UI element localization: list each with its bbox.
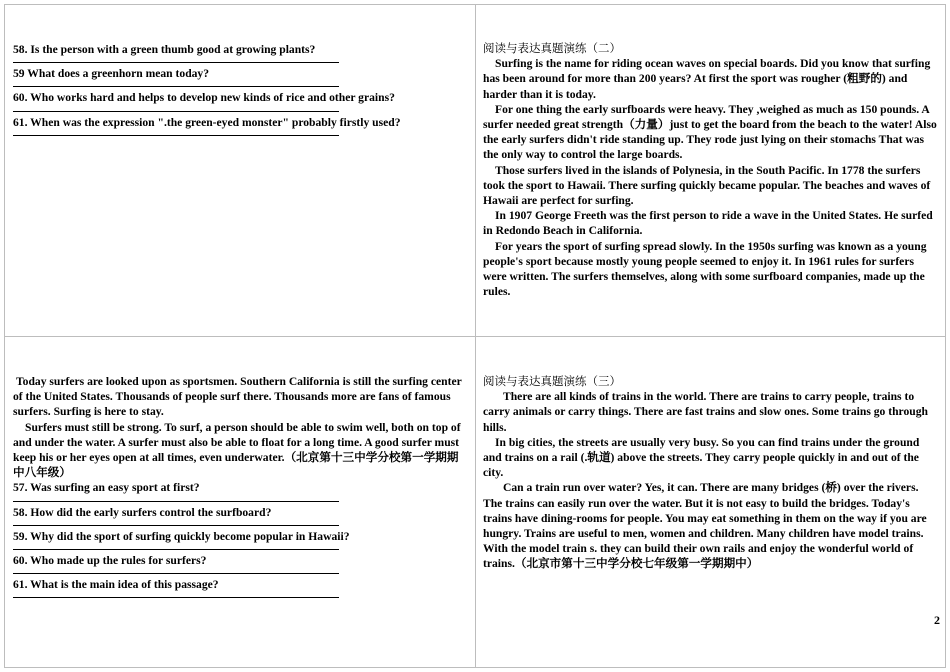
paragraph: There are all kinds of trains in the world. There are trains to carry people, trains to carry animals or carry things. There are fast trains and slow ones. Some trains go through hills. (483, 390, 928, 434)
question-58: 58. Is the person with a green thumb good at growing plants? (13, 43, 316, 56)
question-61: 61. When was the expression ".the green-eyed monster" probably firstly used? (13, 115, 401, 129)
question-61: 61. What is the main idea of this passage? (13, 578, 219, 592)
answer-line[interactable] (13, 85, 339, 87)
paragraph: In big cities, the streets are usually very busy. So you can find trains under the ground and trains on a rail (.轨道) above the streets. They carry people quickly in and out of the city. (483, 435, 920, 480)
question-59: 59 What does a greenhorn mean today? (13, 67, 210, 81)
paragraph: Surfing is the name for riding ocean waves on special boards. Did you know that surfing has been around for more than 200 years? At first the sport was rougher (粗野的) and harder than it is today. (483, 57, 931, 101)
passage-title: 阅读与表达真题演练（二） (483, 41, 621, 55)
answer-line[interactable] (13, 548, 339, 550)
answer-line[interactable] (13, 110, 339, 112)
question-60: 60. Who works hard and helps to develop new kinds of rice and other grains? (13, 91, 395, 105)
question-57: 57. Was surfing an easy sport at first? (13, 481, 200, 495)
question-58: 58. How did the early surfers control the surfboard? (13, 505, 272, 519)
answer-line[interactable] (13, 500, 339, 502)
top-right-passage (483, 41, 939, 333)
paragraph: Surfers must still be strong. To surf, a person should be able to swim well, both on top of and under the water. A surfer must also be able to float for a long time. A good surfer must keep his or her eyes open at all times, even underwater.（北京第十三中学分校第一学期期中八年级） (13, 420, 461, 480)
answer-line[interactable] (13, 524, 339, 526)
answer-line[interactable] (13, 596, 339, 598)
paragraph: Today surfers are looked upon as sportsmen. Southern California is still the surfing center of the United States. Thousands of people surf there. Thousands more are fans of famous surfers. Surfing is here to stay. (13, 375, 462, 419)
paragraph: In 1907 George Freeth was the first person to ride a wave in the United States. He surfed in Redondo Beach in California. (483, 209, 933, 238)
paragraph: For one thing the early surfboards were heavy. They ,weighed as much as 150 pounds. A surfer needed great strength（力量）just to get the board from the beach to the water! Also the early surfers didn't ride standing up. They rode just lying on their stomachs That was the only way to control the large boards. (483, 102, 937, 162)
paragraph: Those surfers lived in the islands of Polynesia, in the South Pacific. In 1778 the surfers took the sport to Hawaii. There surfing quickly became popular. The beaches and waves of Hawaii are perfect for surfing. (483, 163, 931, 208)
paragraph: Can a train run over water? Yes, it can. There are many bridges (桥) over the rivers. The trains can easily run over the water. But it is not easy to build the bridges. Today's trains have dining-rooms for people. You may eat something in them on the way if you are hungry. Trains are useful to men, women and children. Many children have model trains. With the model train s. they can build their own rails and enjoy the wonderful world of trains.（北京市第十三中学分校七年级第一学期期中） (483, 481, 927, 571)
bottom-left-passage (13, 374, 469, 664)
page-number: 2 (934, 613, 940, 627)
answer-line[interactable] (13, 61, 339, 63)
passage-title: 阅读与表达真题演练（三） (483, 374, 621, 388)
question-59: 59. Why did the sport of surfing quickly become popular in Hawaii? (13, 529, 350, 543)
answer-line[interactable] (13, 572, 339, 574)
paragraph: For years the sport of surfing spread slowly. In the 1950s surfing was known as a young people's sport because mostly young people seemed to enjoy it. In 1961 rules for surfers were written. The surfers themselves, along with some surfboard companies, made up the rules. (483, 239, 927, 299)
question-60: 60. Who made up the rules for surfers? (13, 554, 207, 568)
bottom-right-passage (483, 374, 939, 624)
top-left-questions (13, 42, 468, 332)
answer-line[interactable] (13, 134, 339, 136)
